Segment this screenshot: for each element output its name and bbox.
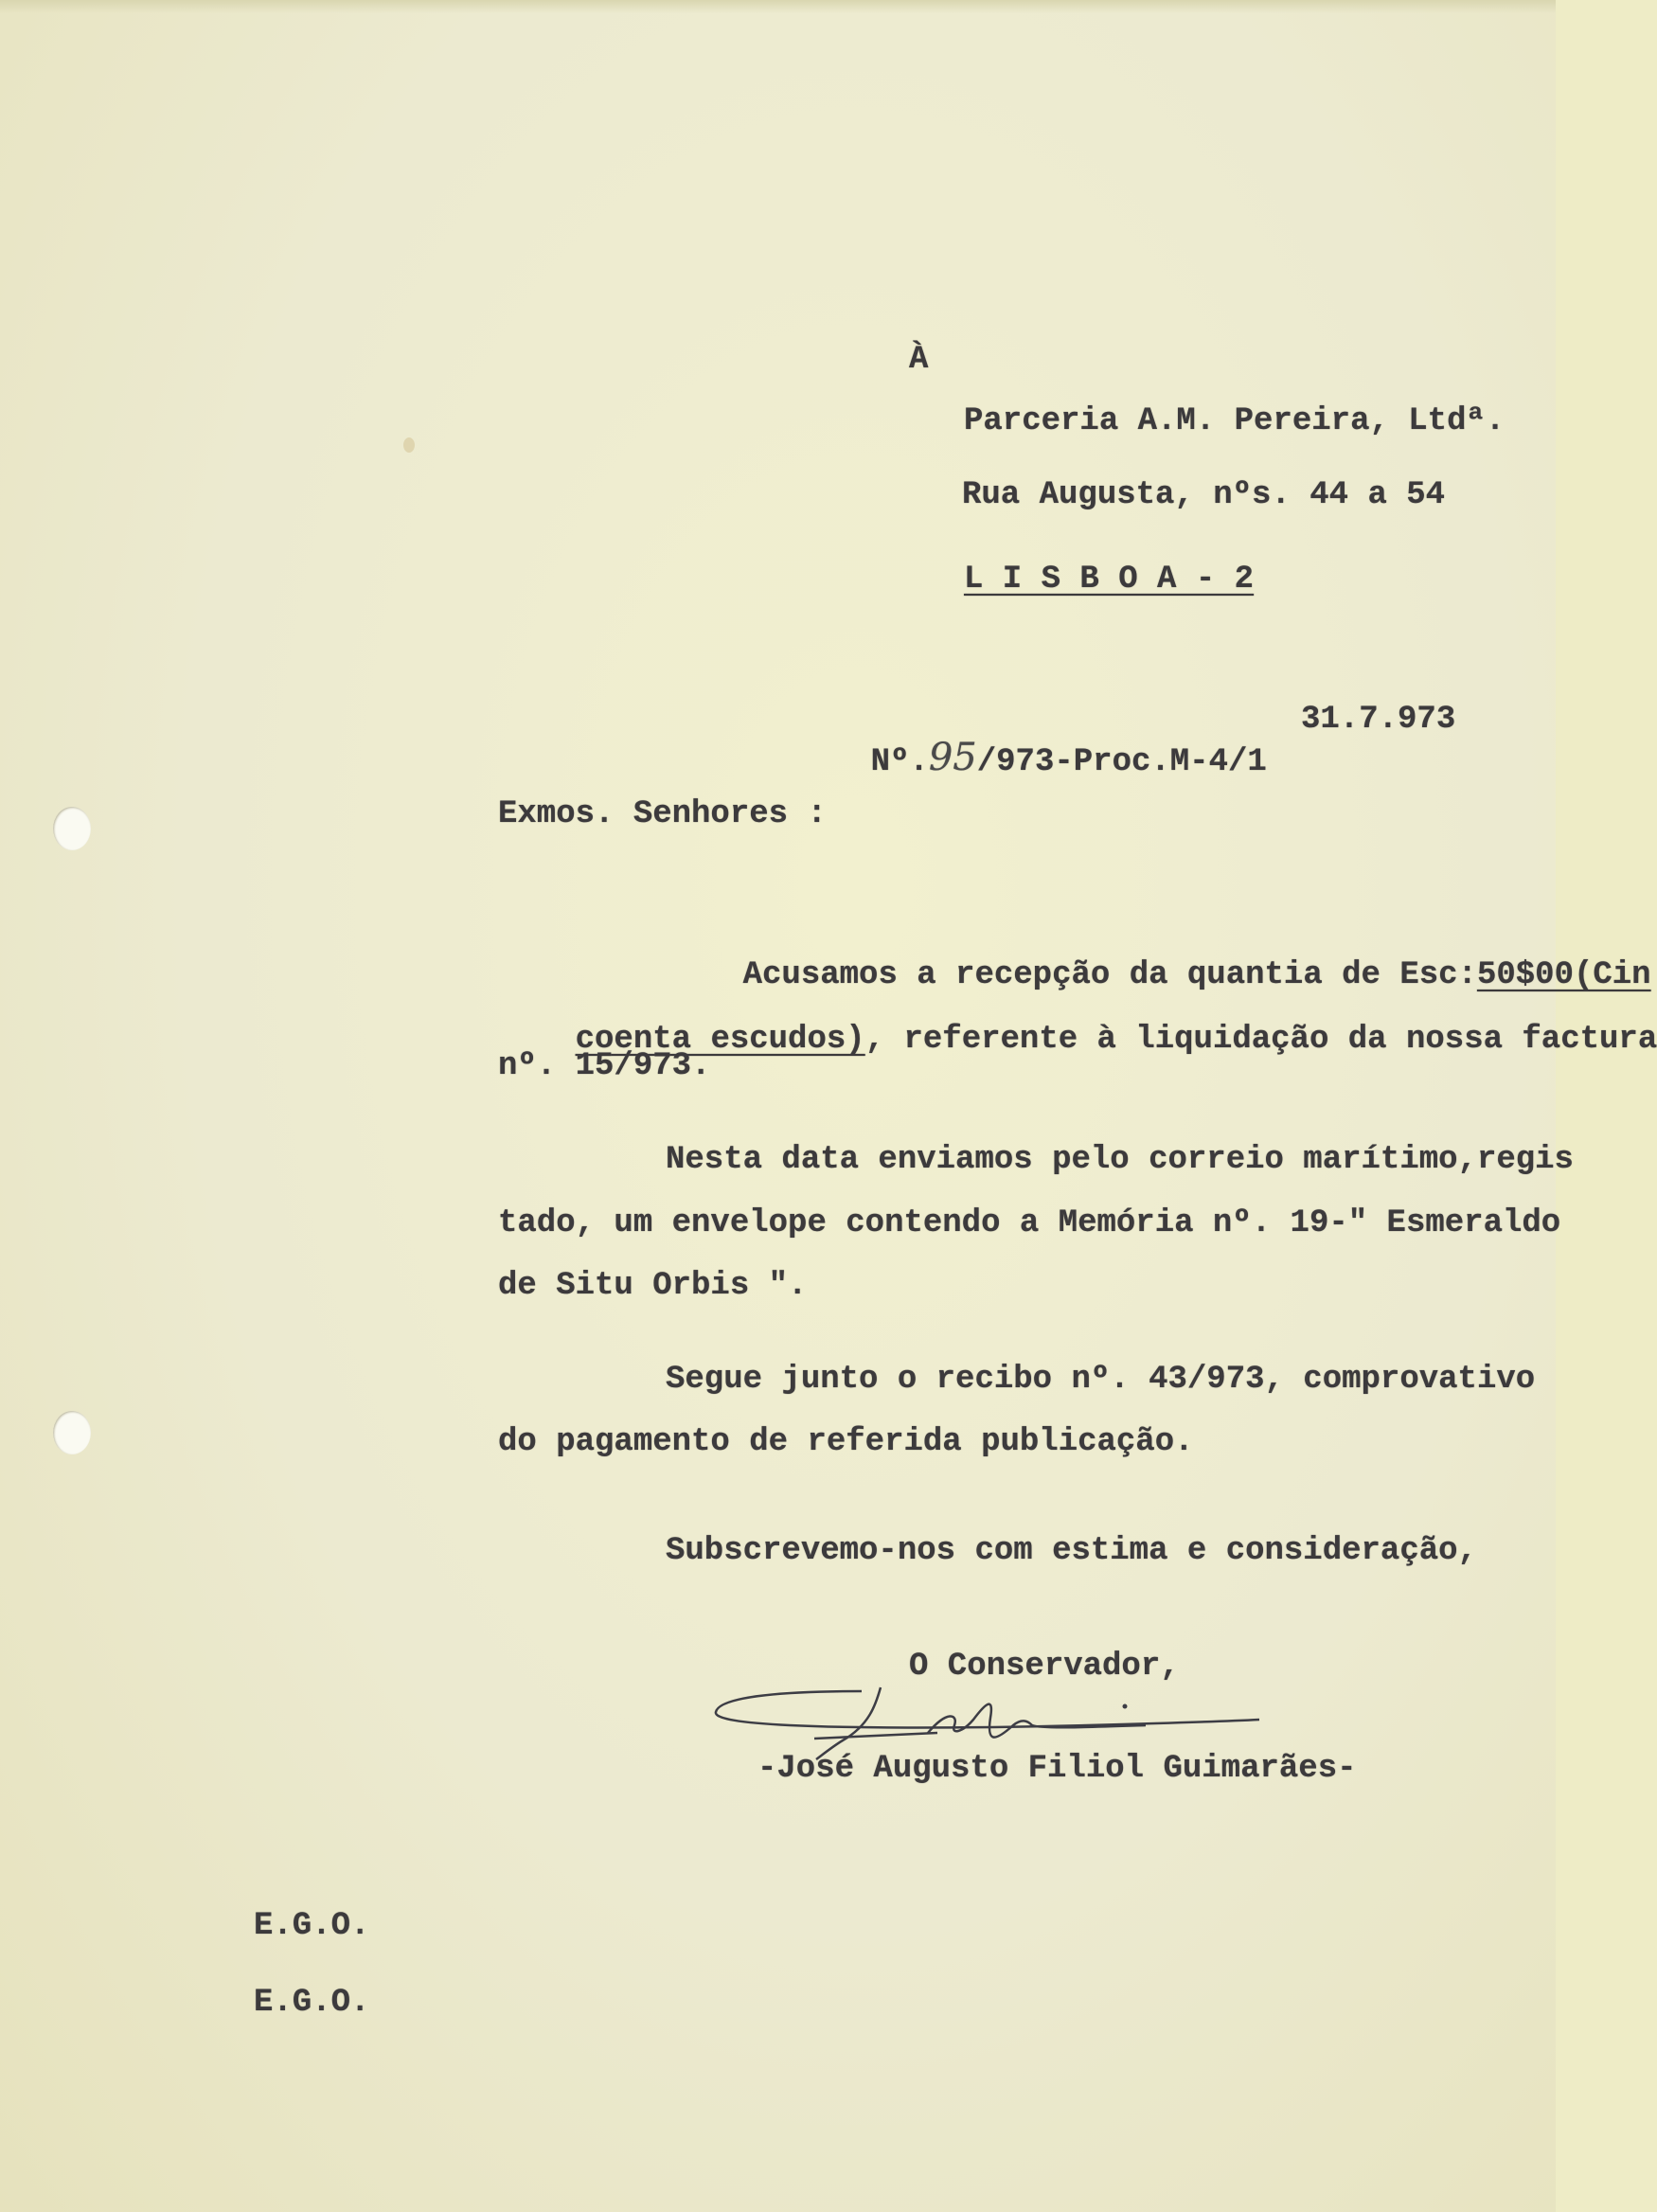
paper-stain [403,437,415,453]
recipient-name: Parceria A.M. Pereira, Ltdª. [964,403,1506,439]
paragraph3-line1: Segue junto o recibo nº. 43/973, comprovativo [666,1362,1536,1398]
signatory-name: -José Augusto Filiol Guimarães- [757,1751,1357,1787]
greeting: Exmos. Senhores : [498,796,827,832]
closing-line: Subscrevemo-nos com estima e consideração, [666,1533,1477,1569]
reference-prefix: Nº. [870,744,929,780]
note-1: E.G.O. [254,1908,370,1944]
amount-words: coenta escudos) [575,1022,865,1058]
signatory-title: O Conservador, [909,1649,1180,1685]
paragraph2-line3: de Situ Orbis ". [498,1268,808,1304]
recipient-street: Rua Augusta, nºs. 44 a 54 [962,477,1446,513]
recipient-city: L I S B O A - 2 [964,562,1255,598]
letter-date: 31.7.973 [1301,702,1456,738]
amount-figure: 50$00(Cin [1476,957,1651,993]
handwritten-number: 95 [928,736,977,779]
punch-hole-bottom [53,1411,91,1454]
reference-suffix: /973-Proc.M-4/1 [976,744,1267,780]
paragraph1-line3: nº. 15/973. [498,1048,711,1084]
paragraph1-line2-text: , referente à liquidação da nossa factura [864,1022,1657,1058]
paragraph2-line2: tado, um envelope contendo a Memória nº. 19-" Esmeraldo [498,1205,1561,1241]
note-2: E.G.O. [254,1985,370,2021]
salutation-prefix: À [909,342,929,378]
punch-hole-top [53,807,91,850]
reference-line [793,701,1267,819]
paragraph2-line1: Nesta data enviamos pelo correio marítimo,regis [666,1142,1574,1178]
paragraph3-line2: do pagamento de referida publicação. [498,1424,1194,1460]
paragraph1-line1-text: Acusamos a recepção da quantia de Esc: [742,957,1477,993]
